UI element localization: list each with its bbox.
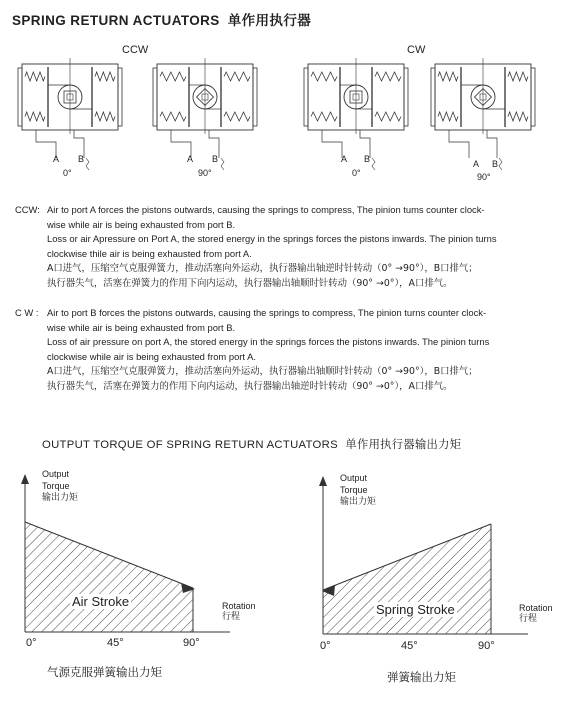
chart2-ylabel-1: Output (340, 473, 368, 483)
cw90-port-a: A (473, 159, 480, 169)
chart1-ylabel-2: Torque (42, 481, 70, 491)
chart1-ylabel-3: 输出力矩 (42, 493, 79, 503)
torque-area (25, 522, 193, 632)
ccw0-angle: 0° (63, 168, 72, 178)
chart2-annotation: Spring Stroke (376, 602, 455, 617)
chart1-ylabel-1: Output (42, 469, 70, 479)
chart2-xlabel-2: 行程 (519, 614, 538, 624)
cw-line-3: Loss of air pressure on port A, the stored energy in the springs forces the pistons inwards. The pinion turns (47, 336, 490, 348)
cw0-port-b: B (364, 154, 371, 164)
ccw-tag: CCW: (15, 204, 40, 215)
chart1-xlabel-1: Rotation (222, 601, 256, 611)
chart2-xlabel-1: Rotation (519, 603, 553, 613)
cw-line-2: wise while air is being exhausted from port B. (47, 321, 236, 333)
torque-area (323, 524, 491, 634)
ccw-line-3: Loss or air Apressure on Port A, the stored energy in the springs forces the pistons inwards. The pinion turns (47, 233, 497, 245)
cw90-angle: 90° (477, 172, 491, 182)
cw-tag: C W : (15, 307, 39, 318)
chart2-xtick-45: 45° (401, 640, 418, 652)
ccw90-angle: 90° (198, 168, 212, 178)
ccw-line-2: wise while air is being exhausted from port B. (47, 218, 236, 230)
cw-line-1: Air to port B forces the pistons outwards, causing the springs to compress, The pinion turns counter clock- (47, 307, 487, 318)
ccw-label: CCW (122, 44, 149, 56)
cw90-port-b: B (492, 159, 499, 169)
ccw90-port-b: B (212, 154, 219, 164)
ccw-line-5: A口进气，压缩空气克服弹簧力，推动活塞向外运动，执行器输出轴逆时针转动（0° →90°），B口排气； (47, 263, 478, 274)
ccw-line-6: 执行器失气，活塞在弹簧力的作用下向内运动，执行器输出轴顺时针转动（90° →0°），A口排气。 (47, 278, 453, 289)
chart2-xtick-90: 90° (478, 640, 495, 652)
cw0-port-a: A (341, 154, 348, 164)
chart1-caption: 气源克服弹簧输出力矩 (47, 665, 162, 679)
torque-title-en: OUTPUT TORQUE OF SPRING RETURN ACTUATORS (42, 439, 338, 451)
torque-title-cn: 单作用执行器输出力矩 (345, 438, 462, 451)
cw-label: CW (407, 44, 426, 56)
y-axis-arrow (21, 474, 29, 484)
chart1-xtick-90: 90° (183, 637, 200, 649)
chart2-ylabel-2: Torque (340, 485, 368, 495)
chart1-xtick-0: 0° (26, 637, 37, 649)
title-en: SPRING RETURN ACTUATORS (12, 13, 220, 28)
chart1-annotation: Air Stroke (72, 594, 130, 609)
ccw-line-4: clockwise thile air is being exhausted from port A. (47, 247, 252, 259)
chart1-xtick-45: 45° (107, 637, 124, 649)
cw0-angle: 0° (352, 168, 361, 178)
chart2-xtick-0: 0° (320, 640, 331, 652)
cw-line-5: A口进气，压缩空气克服弹簧力，推动活塞向外运动，执行器输出轴顺时针转动（0° →90°），B口排气； (47, 366, 478, 377)
title-cn: 单作用执行器 (227, 13, 312, 29)
chart2-ylabel-3: 输出力矩 (340, 497, 377, 507)
ccw0-port-b: B (78, 154, 85, 164)
chart1-xlabel-2: 行程 (222, 612, 241, 622)
ccw-line-1: Air to port A forces the pistons outwards, causing the springs to compress, The pinion tums counter clock- (47, 204, 485, 215)
chart2-caption: 弹簧输出力矩 (387, 670, 456, 684)
y-axis-arrow (319, 476, 327, 486)
cw-line-6: 执行器失气，活塞在弹簧力的作用下向内运动，执行器输出轴逆时针转动（90° →0°），A口排气。 (47, 381, 453, 392)
ccw90-port-a: A (187, 154, 194, 164)
ccw0-port-a: A (53, 154, 60, 164)
cw-line-4: clockwise while air is being exhausted from port A. (47, 350, 256, 362)
